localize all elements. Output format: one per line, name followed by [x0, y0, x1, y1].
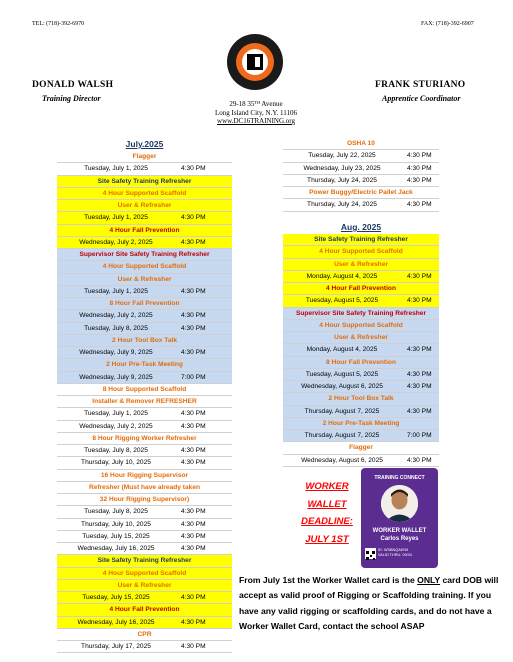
course-title: 4 Hour Fall Prevention: [283, 283, 439, 295]
session-date: Thursday, July 24, 2025: [307, 176, 377, 184]
session-row: [57, 347, 232, 359]
course-title: Supervisor Site Safety Training Refresher: [57, 249, 232, 261]
card-details: [378, 548, 412, 558]
session-time: 4:30 PM: [407, 456, 432, 464]
session-time: 4:30 PM: [407, 346, 432, 354]
session-date: Wednesday, July 23, 2025: [303, 164, 381, 172]
course-title: User & Refresher: [57, 580, 232, 592]
session-row: [57, 617, 232, 629]
course-title: 8 Hour Fall Prevention: [57, 298, 232, 310]
course-title: 32 Hour Rigging Supervisor): [57, 494, 232, 506]
session-row: [57, 543, 232, 555]
session-row: [57, 592, 232, 604]
card-title: WORKER WALLET: [372, 528, 427, 534]
session-date: Tuesday, July 1, 2025: [84, 287, 148, 295]
union-logo: [226, 33, 284, 91]
course-title: Site Safety Training Refresher: [57, 176, 232, 188]
session-time: 4:30 PM: [407, 152, 432, 160]
address-street: 29-18 35ᵀᴴ Avenue: [229, 100, 283, 108]
deadline-line: JULY 1ST: [305, 533, 349, 545]
course-title: User & Refresher: [283, 332, 439, 344]
session-date: Monday, August 4, 2025: [306, 346, 378, 354]
session-time: 4:30 PM: [407, 176, 432, 184]
course-title: Refresher (Must have already taken: [57, 482, 232, 494]
card-holder-name: Carlos Reyes: [380, 536, 419, 542]
session-date: Tuesday, July 15, 2025: [82, 532, 150, 540]
course-title: 8 Hour Supported Scaffold: [57, 384, 232, 396]
course-title: 16 Hour Rigging Supervisor: [57, 470, 232, 482]
session-date: Tuesday, July 1, 2025: [84, 410, 148, 418]
address-block: [180, 100, 332, 126]
card-id: ID: WSBNQAEN9: [378, 548, 409, 552]
session-date: Tuesday, July 15, 2025: [82, 594, 150, 601]
session-time: 4:30 PM: [181, 447, 206, 454]
july-schedule: [57, 138, 232, 653]
session-row: [57, 506, 232, 518]
session-row: [283, 381, 439, 393]
session-time: 4:30 PM: [181, 238, 206, 246]
session-date: Wednesday, July 16, 2025: [77, 618, 155, 626]
session-row: [57, 163, 232, 175]
course-title: 2 Hour Pre-Task Meeting: [283, 418, 439, 430]
session-date: Tuesday, July 1, 2025: [84, 214, 148, 222]
session-row: [283, 369, 439, 381]
course-title: Flagger: [57, 151, 232, 163]
worker-wallet-notice: [239, 573, 509, 635]
course-title: User & Refresher: [57, 274, 232, 286]
course-title: 2 Hour Pre-Task Meeting: [57, 359, 232, 371]
deadline-line: WORKER: [305, 481, 349, 492]
session-time: 4:30 PM: [181, 594, 206, 601]
session-time: 4:30 PM: [181, 422, 206, 430]
course-title: 4 Hour Fall Prevention: [57, 225, 232, 237]
session-row: [283, 344, 439, 356]
session-time: 4:30 PM: [407, 297, 432, 305]
card-valid: VALID THRU: 09/34: [378, 553, 412, 557]
session-time: 4:30 PM: [181, 165, 206, 173]
session-date: Wednesday, July 9, 2025: [79, 349, 153, 356]
address-city: Long Island City, N.Y. 11106: [215, 108, 297, 117]
session-date: Wednesday, July 2, 2025: [79, 238, 153, 246]
session-date: Thursday, August 7, 2025: [304, 407, 380, 415]
session-row: [283, 163, 439, 175]
fax-number: FAX: (718)-392-6907: [421, 21, 474, 27]
phone-number: TEL: (718)-392-6970: [32, 21, 85, 27]
session-row: [57, 237, 232, 249]
session-row: [57, 372, 232, 384]
month-heading: July.2025: [125, 139, 164, 149]
session-date: Thursday, July 10, 2025: [81, 459, 151, 467]
session-date: Tuesday, July 8, 2025: [84, 508, 148, 516]
session-row: [283, 150, 439, 162]
deadline-line: WALLET: [307, 498, 347, 510]
qr-code-icon: [365, 548, 376, 559]
session-time: 4:30 PM: [407, 383, 432, 390]
session-row: [57, 212, 232, 224]
website-link[interactable]: www.DC16TRAINING.org: [217, 117, 295, 125]
course-title: Installer & Remover REFRESHER: [57, 396, 232, 408]
notice-text: From July 1st the Worker Wallet card is the: [239, 575, 418, 585]
late-july-schedule: [283, 138, 439, 212]
session-time: 4:30 PM: [181, 324, 206, 332]
session-time: 4:30 PM: [181, 459, 206, 467]
session-time: 4:30 PM: [181, 532, 206, 540]
session-time: 7:00 PM: [407, 432, 432, 439]
session-date: Thursday, August 7, 2025: [304, 432, 380, 439]
course-title: 2 Hour Tool Box Talk: [57, 335, 232, 347]
session-time: 4:30 PM: [181, 520, 206, 528]
worker-wallet-card-image: [361, 468, 438, 568]
august-schedule: [283, 221, 439, 467]
course-title: 4 Hour Supported Scaffold: [57, 261, 232, 273]
session-time: 4:30 PM: [181, 508, 206, 516]
session-row: [57, 286, 232, 298]
session-time: 4:30 PM: [181, 287, 206, 295]
session-row: [57, 445, 232, 457]
session-date: Thursday, July 10, 2025: [81, 520, 151, 528]
course-title: 4 Hour Supported Scaffold: [57, 188, 232, 200]
course-title: 2 Hour Tool Box Talk: [283, 393, 439, 405]
session-row: [283, 199, 439, 211]
month-heading: Aug. 2025: [340, 222, 382, 232]
session-date: Monday, August 4, 2025: [306, 272, 378, 280]
training-director-name: DONALD WALSH: [32, 80, 114, 90]
course-title: 4 Hour Supported Scaffold: [57, 568, 232, 580]
session-date: Tuesday, July 22, 2025: [308, 152, 376, 160]
session-row: [57, 519, 232, 531]
session-date: Tuesday, August 5, 2025: [305, 370, 379, 378]
session-time: 4:30 PM: [181, 643, 206, 650]
session-date: Tuesday, August 5, 2025: [305, 297, 379, 305]
session-time: 4:30 PM: [181, 618, 206, 626]
course-title: Flagger: [283, 442, 439, 454]
deadline-notice: [283, 478, 371, 548]
session-row: [283, 175, 439, 187]
notice-emphasis: ONLY: [417, 575, 441, 585]
session-row: [283, 271, 439, 283]
session-time: 4:30 PM: [407, 201, 432, 209]
session-time: 4:30 PM: [181, 349, 206, 356]
session-date: Wednesday, August 6, 2025: [301, 383, 383, 390]
session-time: 4:30 PM: [181, 312, 206, 320]
session-time: 4:30 PM: [181, 214, 206, 222]
coordinator-title: Apprentice Coordinator: [382, 94, 461, 103]
session-row: [283, 455, 439, 467]
session-time: 4:30 PM: [407, 164, 432, 172]
session-row: [57, 531, 232, 543]
session-time: 4:30 PM: [407, 370, 432, 378]
coordinator-name: FRANK STURIANO: [375, 80, 466, 90]
course-title: Site Safety Training Refresher: [283, 234, 439, 246]
session-date: Tuesday, July 8, 2025: [84, 447, 148, 454]
session-date: Wednesday, July 16, 2025: [77, 545, 155, 552]
session-time: 4:30 PM: [407, 407, 432, 415]
session-time: 4:30 PM: [181, 545, 206, 552]
course-title: OSHA 10: [283, 138, 439, 150]
session-row: [283, 406, 439, 418]
course-title: 4 Hour Supported Scaffold: [283, 246, 439, 258]
deadline-line: DEADLINE:: [301, 516, 353, 527]
session-date: Thursday, July 24, 2025: [307, 201, 377, 209]
session-row: [57, 457, 232, 469]
course-title: 8 Hour Fall Prevention: [283, 357, 439, 369]
session-date: Thursday, July 17, 2025: [81, 643, 151, 650]
course-title: User & Refresher: [57, 200, 232, 212]
session-row: [57, 310, 232, 322]
session-time: 7:00 PM: [181, 373, 206, 381]
training-director-title: Training Director: [42, 94, 101, 103]
course-title: CPR: [57, 629, 232, 641]
session-row: [57, 421, 232, 433]
course-title: 8 Hour Rigging Worker Refresher: [57, 433, 232, 445]
course-title: Site Safety Training Refresher: [57, 555, 232, 567]
card-header: TRAINING CONNECT: [374, 475, 425, 481]
session-row: [283, 430, 439, 442]
session-date: Wednesday, July 9, 2025: [79, 373, 153, 381]
session-date: Tuesday, July 8, 2025: [84, 324, 148, 332]
session-date: Wednesday, July 2, 2025: [79, 422, 153, 430]
session-row: [283, 295, 439, 307]
session-date: Wednesday, August 6, 2025: [301, 456, 383, 464]
session-time: 4:30 PM: [407, 272, 432, 280]
session-date: Wednesday, July 2, 2025: [79, 312, 153, 320]
course-title: Power Buggy/Electric Pallet Jack: [283, 187, 439, 199]
session-row: [57, 323, 232, 335]
session-row: [57, 641, 232, 653]
notice-text: card DOB will accept as valid proof of Rigging or Scaffolding training. If you have any valid rigging or scaffolding cards, and do not have a Worker Wallet Card, contact the school ASAP: [239, 575, 499, 632]
course-title: 4 Hour Supported Scaffold: [283, 320, 439, 332]
course-title: Supervisor Site Safety Training Refresher: [283, 308, 439, 320]
course-title: 4 Hour Fall Prevention: [57, 604, 232, 616]
session-date: Tuesday, July 1, 2025: [84, 165, 148, 173]
session-time: 4:30 PM: [181, 410, 206, 418]
course-title: User & Refresher: [283, 259, 439, 271]
card-photo: [381, 485, 418, 522]
session-row: [57, 408, 232, 420]
